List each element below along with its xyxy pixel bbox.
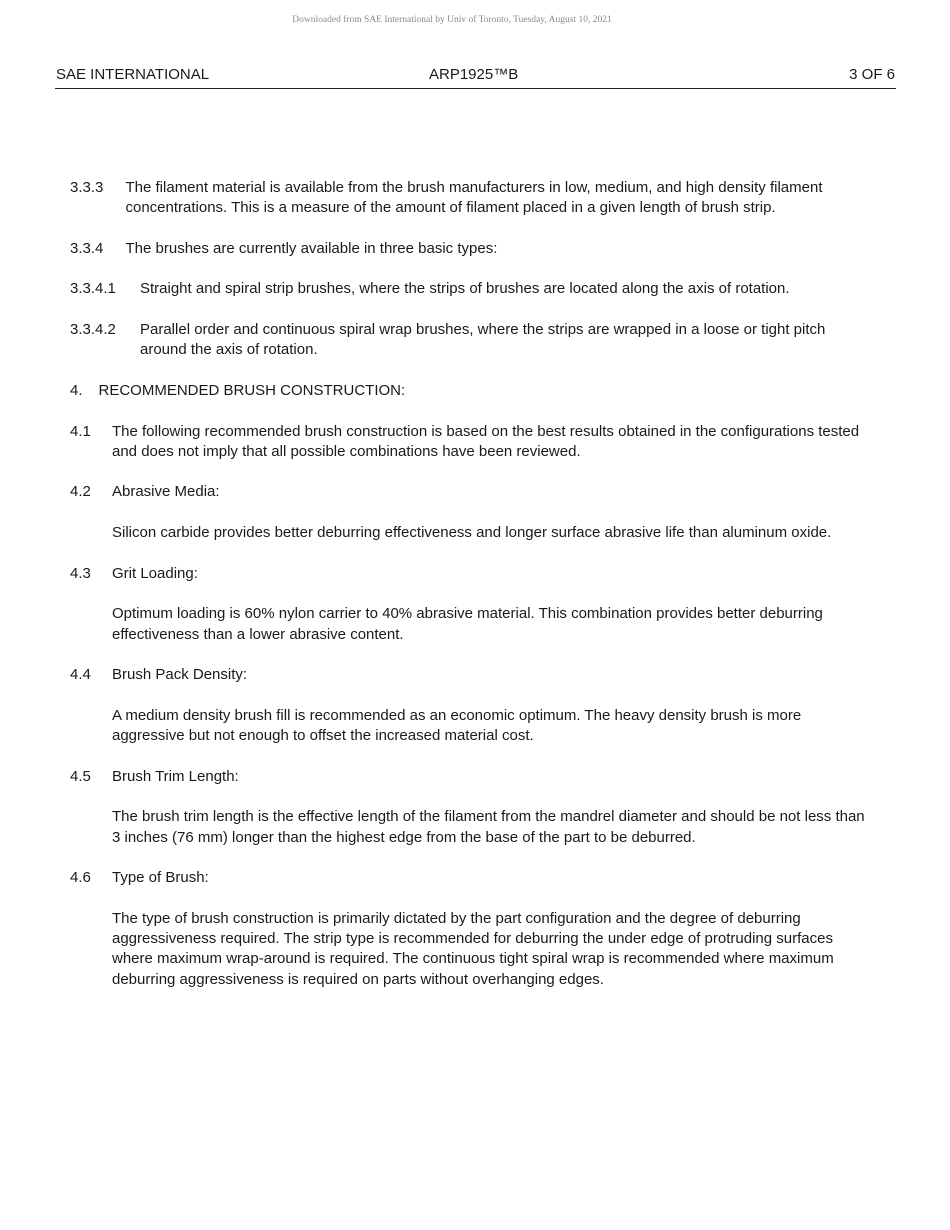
- section-heading: Brush Trim Length:: [112, 767, 239, 785]
- section-number: 4.4: [70, 666, 91, 684]
- section-number: 3.3.3: [70, 179, 104, 196]
- section-number: 3.3.4.1: [70, 280, 116, 298]
- section-text: The brushes are currently available in three basic types:: [125, 239, 498, 257]
- section-4-2: [70, 482, 870, 502]
- section-number: 4.6: [70, 869, 91, 887]
- section-text: The following recommended brush construction is based on the best results obtained in the configurations tested and does not imply that all possible combinations have been reviewed.: [112, 422, 860, 460]
- section-4-2-body: Silicon carbide provides better deburring effectiveness and longer surface abrasive life than aluminum oxide.: [112, 524, 832, 542]
- section-number: 4.: [70, 381, 83, 399]
- section-heading: Brush Pack Density:: [112, 666, 248, 684]
- section-heading: Type of Brush:: [112, 869, 209, 887]
- section-4-1: [70, 422, 870, 463]
- section-4-3-body: Optimum loading is 60% nylon carrier to 40% abrasive material. This combination provides better deburring effectiveness than a lower abrasive content.: [112, 605, 823, 643]
- section-heading: Abrasive Media:: [112, 483, 220, 501]
- section-4-5-body: The brush trim length is the effective length of the filament from the mandrel diameter and should be not less than 3 inches (76 mm) longer than the highest edge from the base of the part to be deburred.: [112, 808, 865, 846]
- section-heading: RECOMMENDED BRUSH CONSTRUCTION:: [98, 381, 406, 399]
- section-heading: Grit Loading:: [112, 564, 198, 582]
- section-number: 4.5: [70, 767, 91, 785]
- section-4-4-body: A medium density brush fill is recommended as an economic optimum. The heavy density brush is more aggressive but not enough to offset the increased material cost.: [112, 706, 802, 745]
- section-3-3-3: [70, 178, 870, 219]
- section-text: The filament material is available from the brush manufacturers in low, medium, and high density filament concentrations. This is a measure of the amount of filament placed in a given length of brush strip.: [125, 179, 823, 217]
- section-number: 3.3.4: [70, 239, 104, 257]
- header-organization: SAE INTERNATIONAL: [56, 66, 210, 83]
- section-4-3: [70, 564, 870, 584]
- section-number: 4.3: [70, 564, 91, 582]
- section-4-5: [70, 767, 870, 787]
- document-body: [70, 178, 870, 1010]
- header-document-number: ARP1925™B: [429, 66, 519, 83]
- section-text: Straight and spiral strip brushes, where the strips of brushes are located along the axis of rotation.: [140, 280, 790, 298]
- page-header: [55, 66, 896, 89]
- section-text: Parallel order and continuous spiral wrap brushes, where the strips are wrapped in a loose or tight pitch around the axis of rotation.: [140, 321, 826, 359]
- section-3-3-4-2: [70, 320, 870, 361]
- section-number: 4.2: [70, 483, 91, 501]
- section-3-3-4-1: [70, 279, 870, 299]
- section-4-4: [70, 665, 870, 685]
- section-number: 3.3.4.2: [70, 321, 116, 339]
- section-4-6-body: The type of brush construction is primarily dictated by the part configuration and the degree of deburring aggressiveness required. The strip type is recommended for deburring the under edge of protruding surfaces where maximum wrap-around is required. The continuous tight spiral wrap is recommended where maximum deburring aggressiveness is required on parts without overhanging edges.: [112, 909, 834, 988]
- section-4-6: [70, 868, 870, 888]
- header-page-number: 3 OF 6: [849, 66, 895, 83]
- section-4: [70, 381, 870, 401]
- download-watermark: Downloaded from SAE International by Univ of Toronto, Tuesday, August 10, 2021: [292, 15, 612, 25]
- section-number: 4.1: [70, 422, 91, 440]
- section-3-3-4: [70, 239, 870, 259]
